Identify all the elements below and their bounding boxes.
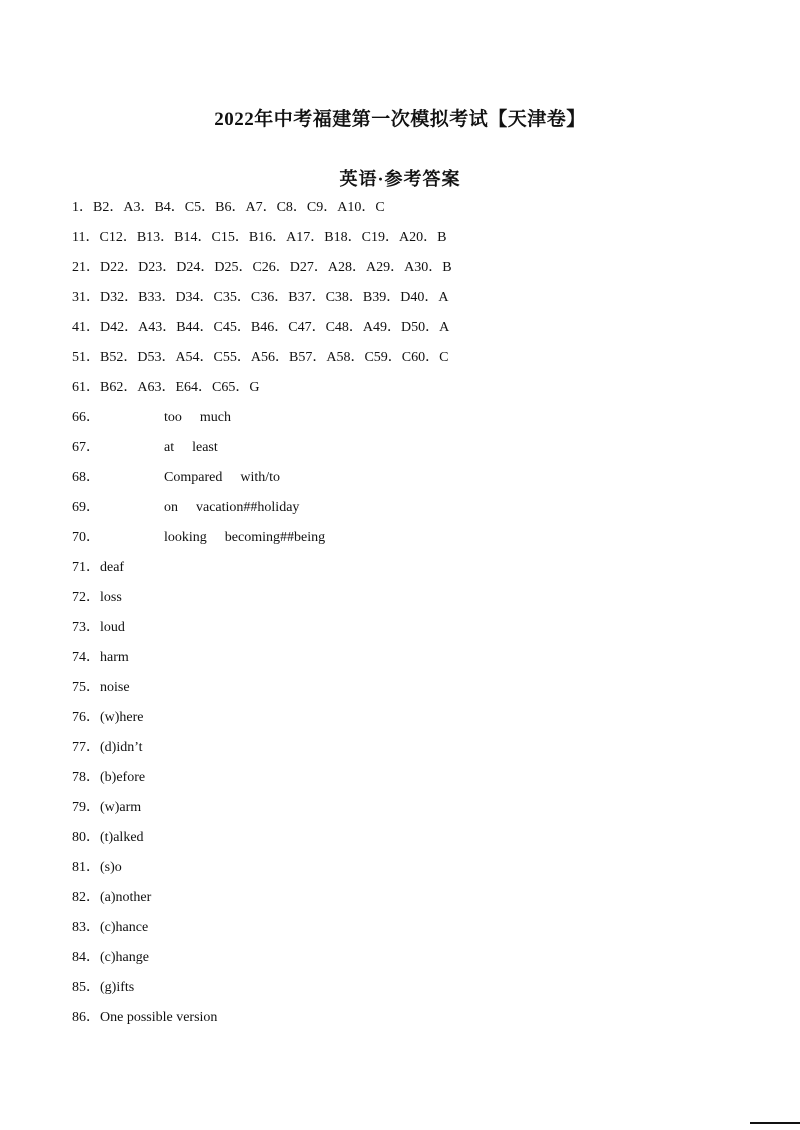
- word-answer-line: 78．(b)efore: [72, 770, 146, 785]
- fill-answer-line: [72, 466, 752, 496]
- fill-answer-line: [72, 436, 752, 466]
- answer-word: becoming##being: [224, 530, 326, 545]
- footer-rule: [750, 1122, 800, 1124]
- word-answer-line: 73．loud: [72, 620, 125, 635]
- answer-word: with/to: [240, 470, 280, 485]
- word-answer-line: 79．(w)arm: [72, 800, 142, 815]
- item-number: 70．: [72, 530, 100, 545]
- page-subtitle: 英语·参考答案: [339, 169, 461, 189]
- word-answer-line: 74．harm: [72, 650, 129, 665]
- answer-list: [72, 196, 752, 1036]
- word-answer-line: 84．(c)hange: [72, 950, 149, 965]
- word-answer-line: 71．deaf: [72, 560, 125, 575]
- answer-word: looking: [164, 530, 207, 545]
- fill-answer: [164, 406, 249, 430]
- fill-answer: [164, 466, 298, 490]
- fill-answer: [164, 436, 236, 460]
- item-number: 66．: [72, 410, 100, 425]
- choice-answer-line: 21．D22．D23．D24．D25．C26．D27．A28．A29．A30．B: [72, 260, 452, 275]
- word-answer-line: 82．(a)nother: [72, 890, 152, 905]
- choice-answer-line: 51．B52．D53．A54．C55．A56．B57．A58．C59．C60．C: [72, 350, 449, 365]
- word-answer-line: 83．(c)hance: [72, 920, 149, 935]
- fill-answer-line: [72, 496, 752, 526]
- word-answer-line: 76．(w)here: [72, 710, 144, 725]
- word-answer-line: 77．(d)idn’t: [72, 740, 143, 755]
- answer-word: Compared: [164, 470, 223, 485]
- answer-word: on: [164, 500, 178, 515]
- word-answer-line: 86．One possible version: [72, 1010, 218, 1025]
- word-answer-line: 81．(s)o: [72, 860, 122, 875]
- word-answer-line: 85．(g)ifts: [72, 980, 135, 995]
- fill-answer-line: [72, 406, 752, 436]
- word-answer-line: 75．noise: [72, 680, 130, 695]
- word-answer-line: 80．(t)alked: [72, 830, 144, 845]
- choice-answer-line: 31．D32．B33．D34．C35．C36．B37．C38．B39．D40．A: [72, 290, 449, 305]
- answer-word: much: [199, 410, 231, 425]
- choice-answer-line: 41．D42．A43．B44．C45．B46．C47．C48．A49．D50．A: [72, 320, 450, 335]
- word-answer-line: 72．loss: [72, 590, 122, 605]
- choice-answer-line: 1．B2．A3．B4．C5．B6．A7．C8．C9．A10．C: [72, 200, 385, 215]
- page-title: 2022年中考福建第一次模拟考试【天津卷】: [214, 109, 586, 130]
- fill-answer-line: [72, 526, 752, 556]
- choice-answer-line: 11．C12．B13．B14．C15．B16．A17．B18．C19．A20．B: [72, 230, 447, 245]
- item-number: 68．: [72, 470, 100, 485]
- answer-word: vacation##holiday: [196, 500, 300, 515]
- fill-answer: [164, 526, 343, 550]
- choice-answer-line: 61．B62．A63．E64．C65．G: [72, 380, 260, 395]
- answer-word: at: [164, 440, 175, 455]
- item-number: 67．: [72, 440, 100, 455]
- answer-word: too: [164, 410, 182, 425]
- answer-word: least: [192, 440, 218, 455]
- fill-answer: [164, 496, 317, 520]
- item-number: 69．: [72, 500, 100, 515]
